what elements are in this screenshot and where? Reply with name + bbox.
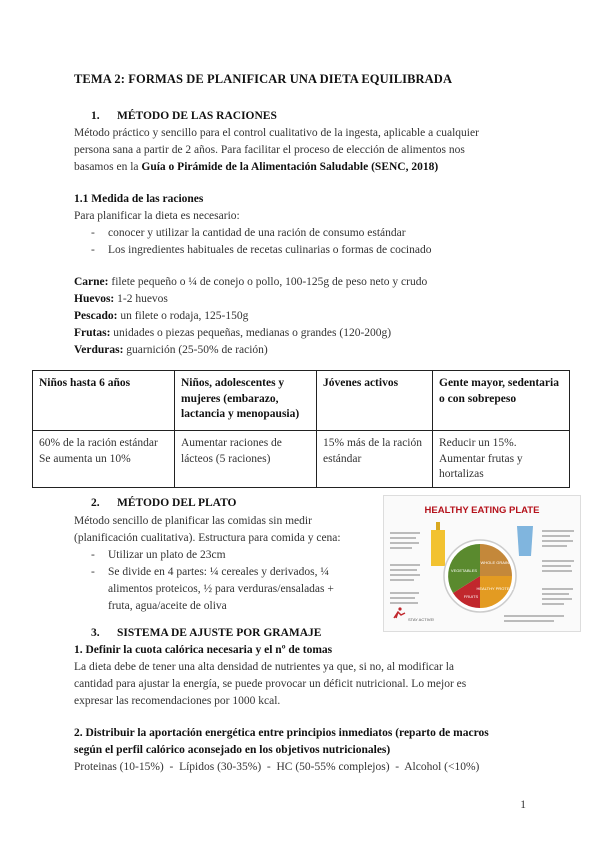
food-portions	[74, 274, 427, 359]
requirements-list	[74, 225, 431, 259]
food-item-huevos	[74, 291, 427, 308]
section-3-heading	[91, 627, 321, 639]
table-header: Niños, adolescentes y mujeres (embarazo, lactancia y menopausia)	[175, 371, 317, 431]
step-heading: según el perfil calórico aconsejado en los objetivos nutricionales)	[74, 744, 391, 756]
table-cell	[433, 431, 570, 488]
section-2-text	[74, 513, 341, 615]
left-info-text	[390, 532, 420, 604]
paragraph-line: (planificación cualitativa). Estructura para comida y cena:	[74, 532, 341, 544]
subsection-intro: Para planificar la dieta es necesario:	[74, 210, 240, 222]
page-title: TEMA 2: FORMAS DE PLANIFICAR UNA DIETA EQUILIBRADA	[74, 72, 453, 86]
segment-label: FRUITS	[463, 594, 479, 599]
cell-line: Se aumenta un 10%	[39, 452, 131, 465]
food-item-frutas	[74, 325, 427, 342]
food-label: Pescado:	[74, 310, 118, 322]
table-row	[33, 431, 570, 488]
section-1-1	[74, 191, 431, 259]
food-text: filete pequeño o ¼ de conejo o pollo, 100-125g de peso neto y crudo	[108, 276, 428, 288]
table-header: Gente mayor, sedentaria o con sobrepeso	[433, 371, 570, 431]
list-item: - Los ingredientes habituales de recetas culinarias o formas de cocinado	[74, 242, 431, 259]
cell-line: Reducir un 15%.	[439, 437, 517, 449]
table-cell	[317, 431, 433, 488]
list-item	[74, 564, 341, 615]
food-label: Verduras:	[74, 344, 124, 356]
section-2-number: 2.	[91, 497, 100, 509]
oil-bottle-icon	[431, 522, 445, 566]
food-item-carne	[74, 274, 427, 291]
water-glass-icon	[517, 526, 533, 556]
food-item-pescado	[74, 308, 427, 325]
cell-line: 15% más de la ración estándar	[323, 437, 422, 465]
step-heading: 1. Definir la cuota calórica necesaria y el nº de tomas	[74, 644, 333, 656]
table-cell	[175, 431, 317, 488]
section-3-number: 3.	[91, 627, 100, 639]
paragraph-line: expresar las recomendaciones por 1000 kcal.	[74, 695, 281, 707]
table-cell	[33, 431, 175, 488]
section-3-step-2	[74, 725, 489, 776]
section-1-title: MÉTODO DE LAS RACIONES	[117, 110, 277, 122]
list-item-line: alimentos proteicos, ½ para verduras/ensaladas +	[108, 583, 334, 595]
cell-line: 60% de la ración estándar	[39, 437, 158, 449]
section-2-heading	[91, 497, 237, 509]
list-item: - Utilizar un plato de 23cm	[74, 547, 341, 564]
section-3-title: SISTEMA DE AJUSTE POR GRAMAJE	[117, 627, 322, 639]
segment-label: HEALTHY PROTEIN	[476, 586, 514, 591]
section-3-step-1	[74, 642, 466, 710]
healthy-eating-plate-image	[383, 495, 581, 632]
food-text: guarnición (25-50% de ración)	[123, 344, 268, 356]
table-header-row	[33, 371, 570, 431]
cell-line: Aumentar raciones de lácteos (5 raciones)	[181, 437, 282, 465]
paragraph-line	[74, 159, 479, 176]
section-1-heading	[91, 110, 277, 122]
table-header: Jóvenes activos	[317, 371, 433, 431]
macros-line: Proteinas (10-15%) - Lípidos (30-35%) - HC (50-55% complejos) - Alcohol (<10%)	[74, 761, 480, 773]
food-text: un filete o rodaja, 125-150g	[117, 310, 249, 322]
plate-segment-protein	[480, 576, 512, 608]
footer-text	[504, 615, 564, 622]
paragraph-line: cantidad para ajustar la energía, se puede provocar un déficit nutricional. Lo mejor es	[74, 678, 467, 690]
plate-method-list	[74, 547, 341, 615]
guide-reference: Guía o Pirámide de la Alimentación Saludable (SENC, 2018)	[141, 161, 439, 173]
page-number: 1	[520, 799, 526, 811]
food-label: Carne:	[74, 276, 109, 288]
rations-table	[32, 370, 570, 488]
section-1-number: 1.	[91, 110, 100, 122]
section-1-text	[74, 125, 479, 176]
food-label: Huevos:	[74, 293, 115, 305]
stay-active-icon	[394, 607, 405, 618]
list-item-line: fruta, agua/aceite de oliva	[108, 600, 227, 612]
paragraph-text: basamos en la	[74, 161, 142, 173]
plate-illustration	[384, 496, 580, 631]
list-item: - conocer y utilizar la cantidad de una ración de consumo estándar	[74, 225, 431, 242]
food-text: unidades o piezas pequeñas, medianas o grandes (120-200g)	[110, 327, 392, 339]
paragraph-line: persona sana a partir de 2 años. Para facilitar el proceso de elección de alimentos nos	[74, 144, 465, 156]
food-text: 1-2 huevos	[114, 293, 168, 305]
paragraph-line: Método sencillo de planificar las comidas sin medir	[74, 515, 312, 527]
food-item-verduras	[74, 342, 427, 359]
stay-active-label: STAY ACTIVE!	[408, 617, 435, 622]
plate-diagram	[444, 540, 516, 612]
section-2-title: MÉTODO DEL PLATO	[117, 497, 237, 509]
table-header: Niños hasta 6 años	[33, 371, 175, 431]
list-item-line: - Se divide en 4 partes: ¼ cereales y derivados, ¼	[108, 566, 329, 578]
plate-title: HEALTHY EATING PLATE	[424, 505, 540, 516]
paragraph-line: Método práctico y sencillo para el control cualitativo de la ingesta, aplicable a cualquier	[74, 127, 479, 139]
right-info-text	[542, 530, 574, 605]
segment-label: VEGETABLES	[450, 568, 478, 573]
food-label: Frutas:	[74, 327, 111, 339]
segment-label: WHOLE GRAINS	[480, 560, 512, 565]
cell-line: Aumentar frutas y hortalizas	[439, 452, 523, 480]
paragraph-line: La dieta debe de tener una alta densidad de nutrientes ya que, si no, al modificar la	[74, 661, 454, 673]
subsection-heading: 1.1 Medida de las raciones	[74, 193, 204, 205]
step-heading: 2. Distribuir la aportación energética entre principios inmediatos (reparto de macros	[74, 727, 489, 739]
